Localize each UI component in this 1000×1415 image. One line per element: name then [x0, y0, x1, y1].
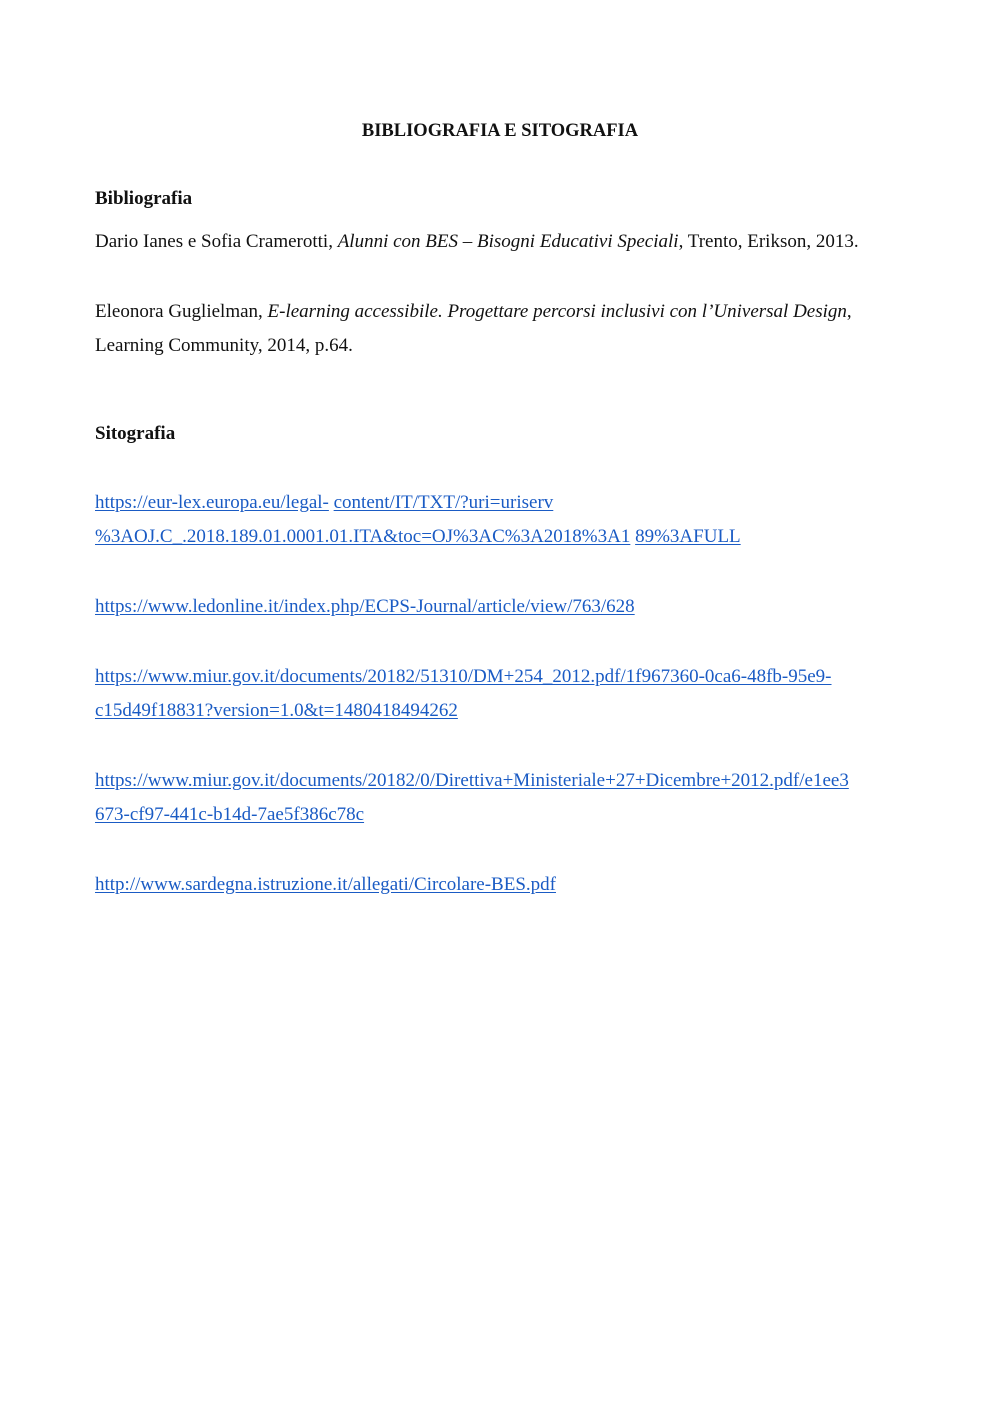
- sitography-link-ledonline[interactable]: https://www.ledonline.it/index.php/ECPS-Journal/article/view/763/628: [95, 596, 635, 617]
- entry-title-comma: ,: [846, 301, 852, 322]
- sitography-link-eur-lex[interactable]: %3AOJ.C_.2018.189.01.0001.01.ITA&toc=OJ%3AC%3A2018%3A1: [95, 526, 631, 547]
- entry-publication: Learning Community, 2014, p.64.: [95, 335, 353, 356]
- url-line: [95, 798, 910, 832]
- sitography-link-miur-direttiva[interactable]: https://www.miur.gov.it/documents/20182/0/Direttiva+Ministeriale+27+Dicembre+2012.pdf/e1ee3: [95, 770, 849, 791]
- sitography-link-block: [95, 660, 910, 728]
- sitography-link-block: [95, 486, 910, 554]
- sitography-link-miur-direttiva[interactable]: 673-cf97-441c-b14d-7ae5f386c78c: [95, 804, 365, 825]
- entry-authors: Dario Ianes e Sofia Cramerotti,: [95, 231, 338, 252]
- sitography-link-miur-dm254[interactable]: c15d49f18831?version=1.0&t=1480418494262: [95, 700, 458, 721]
- url-line: [95, 694, 910, 728]
- sitography-link-block: [95, 868, 910, 902]
- sitography-link-block: [95, 590, 910, 624]
- url-line: [95, 486, 910, 520]
- url-line: [95, 520, 910, 554]
- sitography-link-eur-lex[interactable]: content/IT/TXT/?uri=uriserv: [333, 492, 554, 513]
- entry-title: Alunni con BES – Bisogni Educativi Speciali: [337, 231, 679, 252]
- sitography-link-eur-lex[interactable]: 89%3AFULL: [635, 526, 741, 547]
- sitography-link-miur-dm254[interactable]: https://www.miur.gov.it/documents/20182/51310/DM+254_2012.pdf/1f967360-0ca6-48fb-95e9-: [95, 666, 832, 687]
- sitography-heading: Sitografia: [95, 423, 176, 444]
- sitography-link-block: [95, 764, 910, 832]
- url-line: [95, 590, 910, 624]
- url-line: [95, 660, 910, 694]
- bibliography-entry: [95, 295, 910, 363]
- entry-publication: , Trento, Erikson, 2013.: [678, 231, 859, 252]
- url-line: [95, 764, 910, 798]
- sitography-link-sardegna[interactable]: http://www.sardegna.istruzione.it/allegati/Circolare-BES.pdf: [95, 874, 556, 895]
- page-title: BIBLIOGRAFIA E SITOGRAFIA: [361, 121, 639, 141]
- bibliography-entry: [95, 225, 910, 259]
- bibliography-heading: Bibliografia: [95, 188, 193, 209]
- sitography-link-eur-lex[interactable]: https://eur-lex.europa.eu/legal-: [95, 492, 329, 513]
- document-page: [95, 114, 910, 902]
- entry-title: E-learning accessibile. Progettare percorsi inclusivi con l’Universal Design: [267, 301, 847, 322]
- entry-authors: Eleonora Guglielman,: [95, 301, 268, 322]
- url-line: [95, 868, 910, 902]
